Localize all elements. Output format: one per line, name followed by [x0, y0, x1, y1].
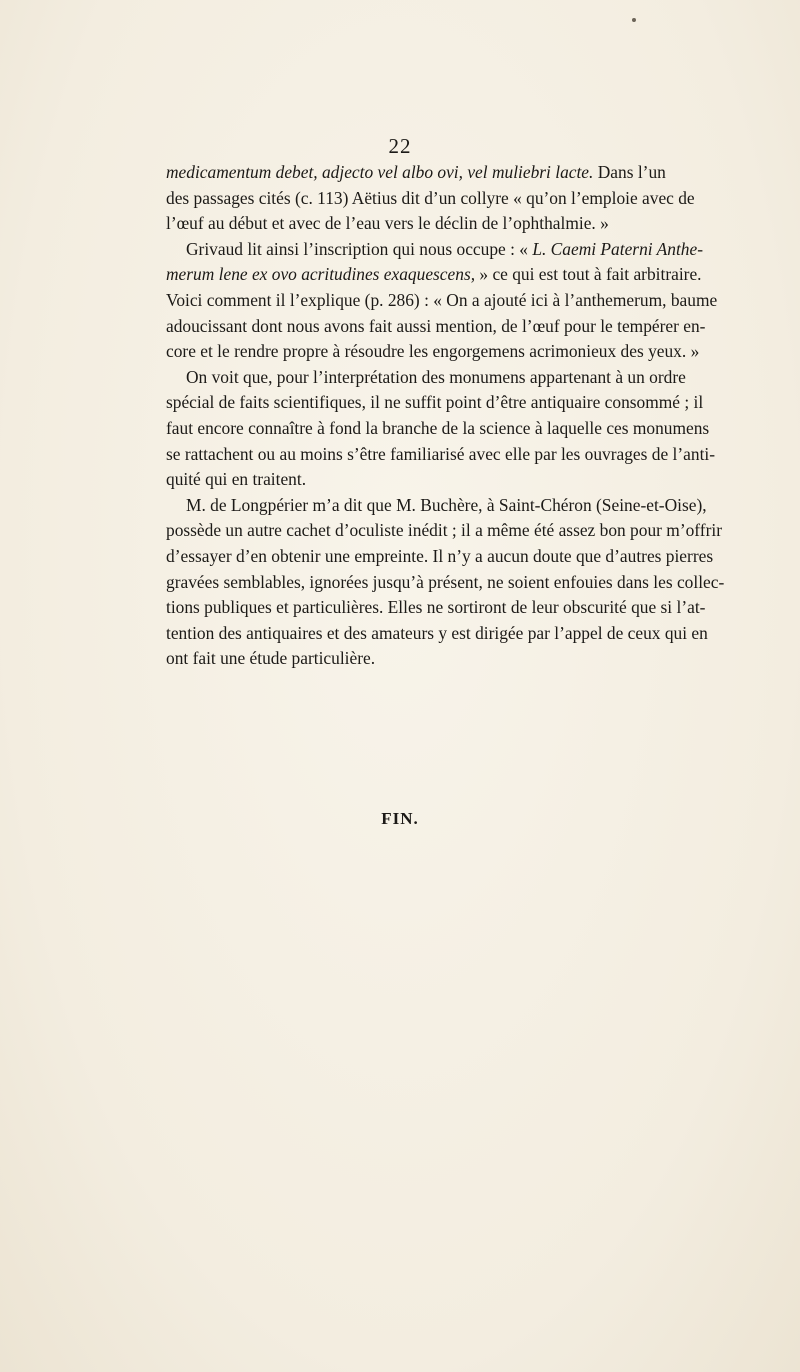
line-text: M. de Longpérier m’a dit que M. Buchère, à Saint-Chéron (Seine-et-Oise), — [186, 494, 707, 515]
italic-text: L. Caemi Paterni Anthe- — [532, 238, 703, 259]
text-line — [166, 518, 722, 544]
ink-speck — [632, 18, 636, 22]
italic-text: merum lene ex ovo acritudines exaquescens, — [166, 264, 476, 285]
text-line — [166, 390, 704, 416]
italic-text: medicamentum debet, adjecto vel albo ovi, vel muliebri lacte. — [166, 162, 594, 182]
line-text: On voit que, pour l’interprétation des monumens appartenant à un ordre — [186, 366, 686, 387]
line-text: gravées semblables, ignorées jusqu’à présent, ne soient enfouies dans les collec- — [166, 571, 725, 592]
line-text: tions publiques et particulières. Elles ne sortiront de leur obscurité que si l’at- — [166, 597, 706, 618]
text-line — [166, 339, 700, 365]
line-text: tention des antiquaires et des amateurs y est dirigée par l’appel de ceux qui en — [166, 622, 708, 643]
line-text: Grivaud lit ainsi l’inscription qui nous occupe : « — [186, 238, 533, 259]
end-mark: FIN. — [381, 809, 419, 828]
text-line — [166, 186, 695, 212]
line-text: d’essayer d’en obtenir une empreinte. Il n’y a aucun doute que d’autres pierres — [166, 545, 714, 566]
text-line — [166, 314, 706, 340]
line-text: faut encore connaître à fond la branche de la science à laquelle ces monumens — [166, 417, 710, 438]
text-line — [166, 544, 714, 570]
text-line — [166, 288, 718, 314]
line-text: des passages cités (c. 113) Aëtius dit d’un collyre « qu’on l’emploie avec de — [166, 187, 695, 208]
line-text: spécial de faits scientifiques, il ne suffit point d’être antiquaire consommé ; il — [166, 392, 704, 413]
line-text: se rattachent ou au moins s’être familiarisé avec elle par les ouvrages de l’anti- — [166, 443, 716, 464]
text-line — [166, 570, 725, 596]
line-text: Dans l’un — [593, 162, 666, 182]
line-text: » ce qui est tout à fait arbitraire. — [475, 264, 702, 285]
text-line — [166, 262, 702, 288]
text-line — [166, 211, 664, 237]
text-line — [166, 416, 710, 442]
text-line — [166, 467, 664, 493]
line-text: ont fait une étude particulière. — [166, 648, 376, 669]
text-line — [166, 442, 716, 468]
text-line — [166, 493, 707, 519]
text-line — [166, 646, 664, 672]
text-line — [166, 365, 686, 391]
line-text: adoucissant dont nous avons fait aussi mention, de l’œuf pour le tempérer en- — [166, 315, 706, 336]
line-text: core et le rendre propre à résoudre les engorgemens acrimonieux des yeux. » — [166, 341, 700, 362]
text-line — [166, 595, 706, 621]
text-line — [166, 160, 664, 186]
body-text — [166, 160, 725, 672]
line-text: quité qui en traitent. — [166, 469, 307, 490]
line-text: Voici comment il l’explique (p. 286) : « On a ajouté ici à l’anthemerum, baume — [166, 289, 718, 310]
line-text: l’œuf au début et avec de l’eau vers le déclin de l’ophthalmie. » — [166, 213, 609, 234]
text-line — [166, 621, 708, 647]
text-line — [166, 237, 703, 263]
line-text: possède un autre cachet d’oculiste inédit ; il a même été assez bon pour m’offrir — [166, 520, 722, 541]
page-number: 22 — [388, 134, 412, 158]
